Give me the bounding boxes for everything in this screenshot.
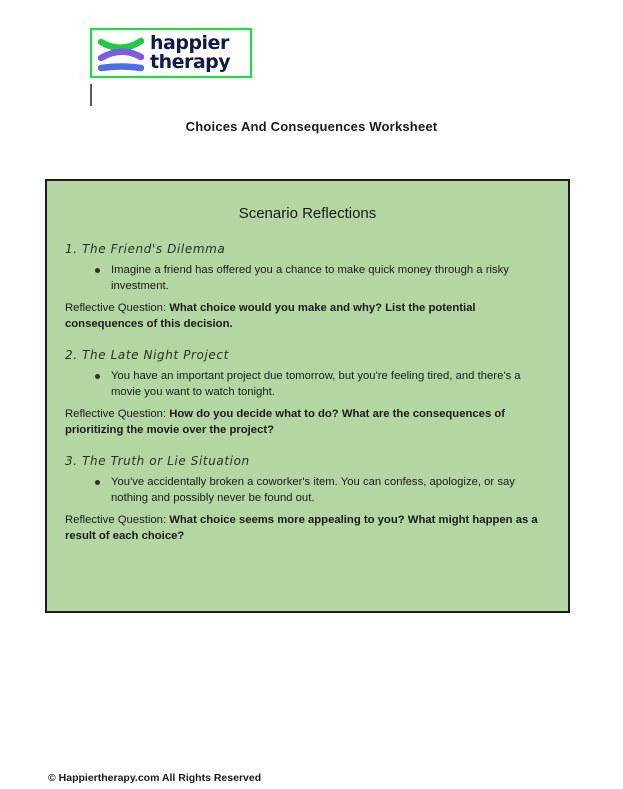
copyright-footer: © Happiertherapy.com All Rights Reserved xyxy=(48,772,262,784)
scenario-item xyxy=(63,348,552,438)
reflective-label: Reflective Question: xyxy=(65,514,167,526)
reflective-question xyxy=(65,407,552,438)
scenario-reflections-panel xyxy=(45,179,570,613)
logo-word-happier: happier xyxy=(150,32,229,54)
reflective-question xyxy=(65,301,552,332)
reflective-label: Reflective Question: xyxy=(65,302,167,314)
scenario-bullet-list xyxy=(63,263,552,294)
scenario-item xyxy=(63,454,552,544)
text-cursor xyxy=(90,84,92,106)
scenario-bullet-list xyxy=(63,475,552,506)
panel-heading: Scenario Reflections xyxy=(238,205,377,222)
list-item: Imagine a friend has offered you a chance to make quick money through a risky investment. xyxy=(95,263,552,294)
brand-logo xyxy=(90,28,252,78)
logo-wordmark xyxy=(150,34,230,72)
scenario-bullet-list xyxy=(63,369,552,400)
reflective-question-text: What choice seems more appealing to you? What might happen as a result of each choice? xyxy=(65,514,538,542)
scenario-item xyxy=(63,242,552,332)
page-title: Choices And Consequences Worksheet xyxy=(185,119,438,134)
reflective-question-text: How do you decide what to do? What are the consequences of prioritizing the movie over the project? xyxy=(65,408,506,436)
reflective-question xyxy=(65,513,552,544)
scenario-title: 3. The Truth or Lie Situation xyxy=(65,454,250,468)
scenario-title: 2. The Late Night Project xyxy=(65,348,229,362)
reflective-label: Reflective Question: xyxy=(65,408,167,420)
list-item: You have an important project due tomorrow, but you're feeling tired, and there's a movie you want to watch tonight. xyxy=(95,369,552,400)
scenario-title: 1. The Friend's Dilemma xyxy=(65,242,226,256)
logo-waves-icon xyxy=(98,32,144,74)
list-item: You've accidentally broken a coworker's item. You can confess, apologize, or say nothing and possibly never be found out. xyxy=(95,475,552,506)
logo-word-therapy: therapy xyxy=(150,51,231,73)
reflective-question-text: What choice would you make and why? List the potential consequences of this decision. xyxy=(65,302,476,330)
